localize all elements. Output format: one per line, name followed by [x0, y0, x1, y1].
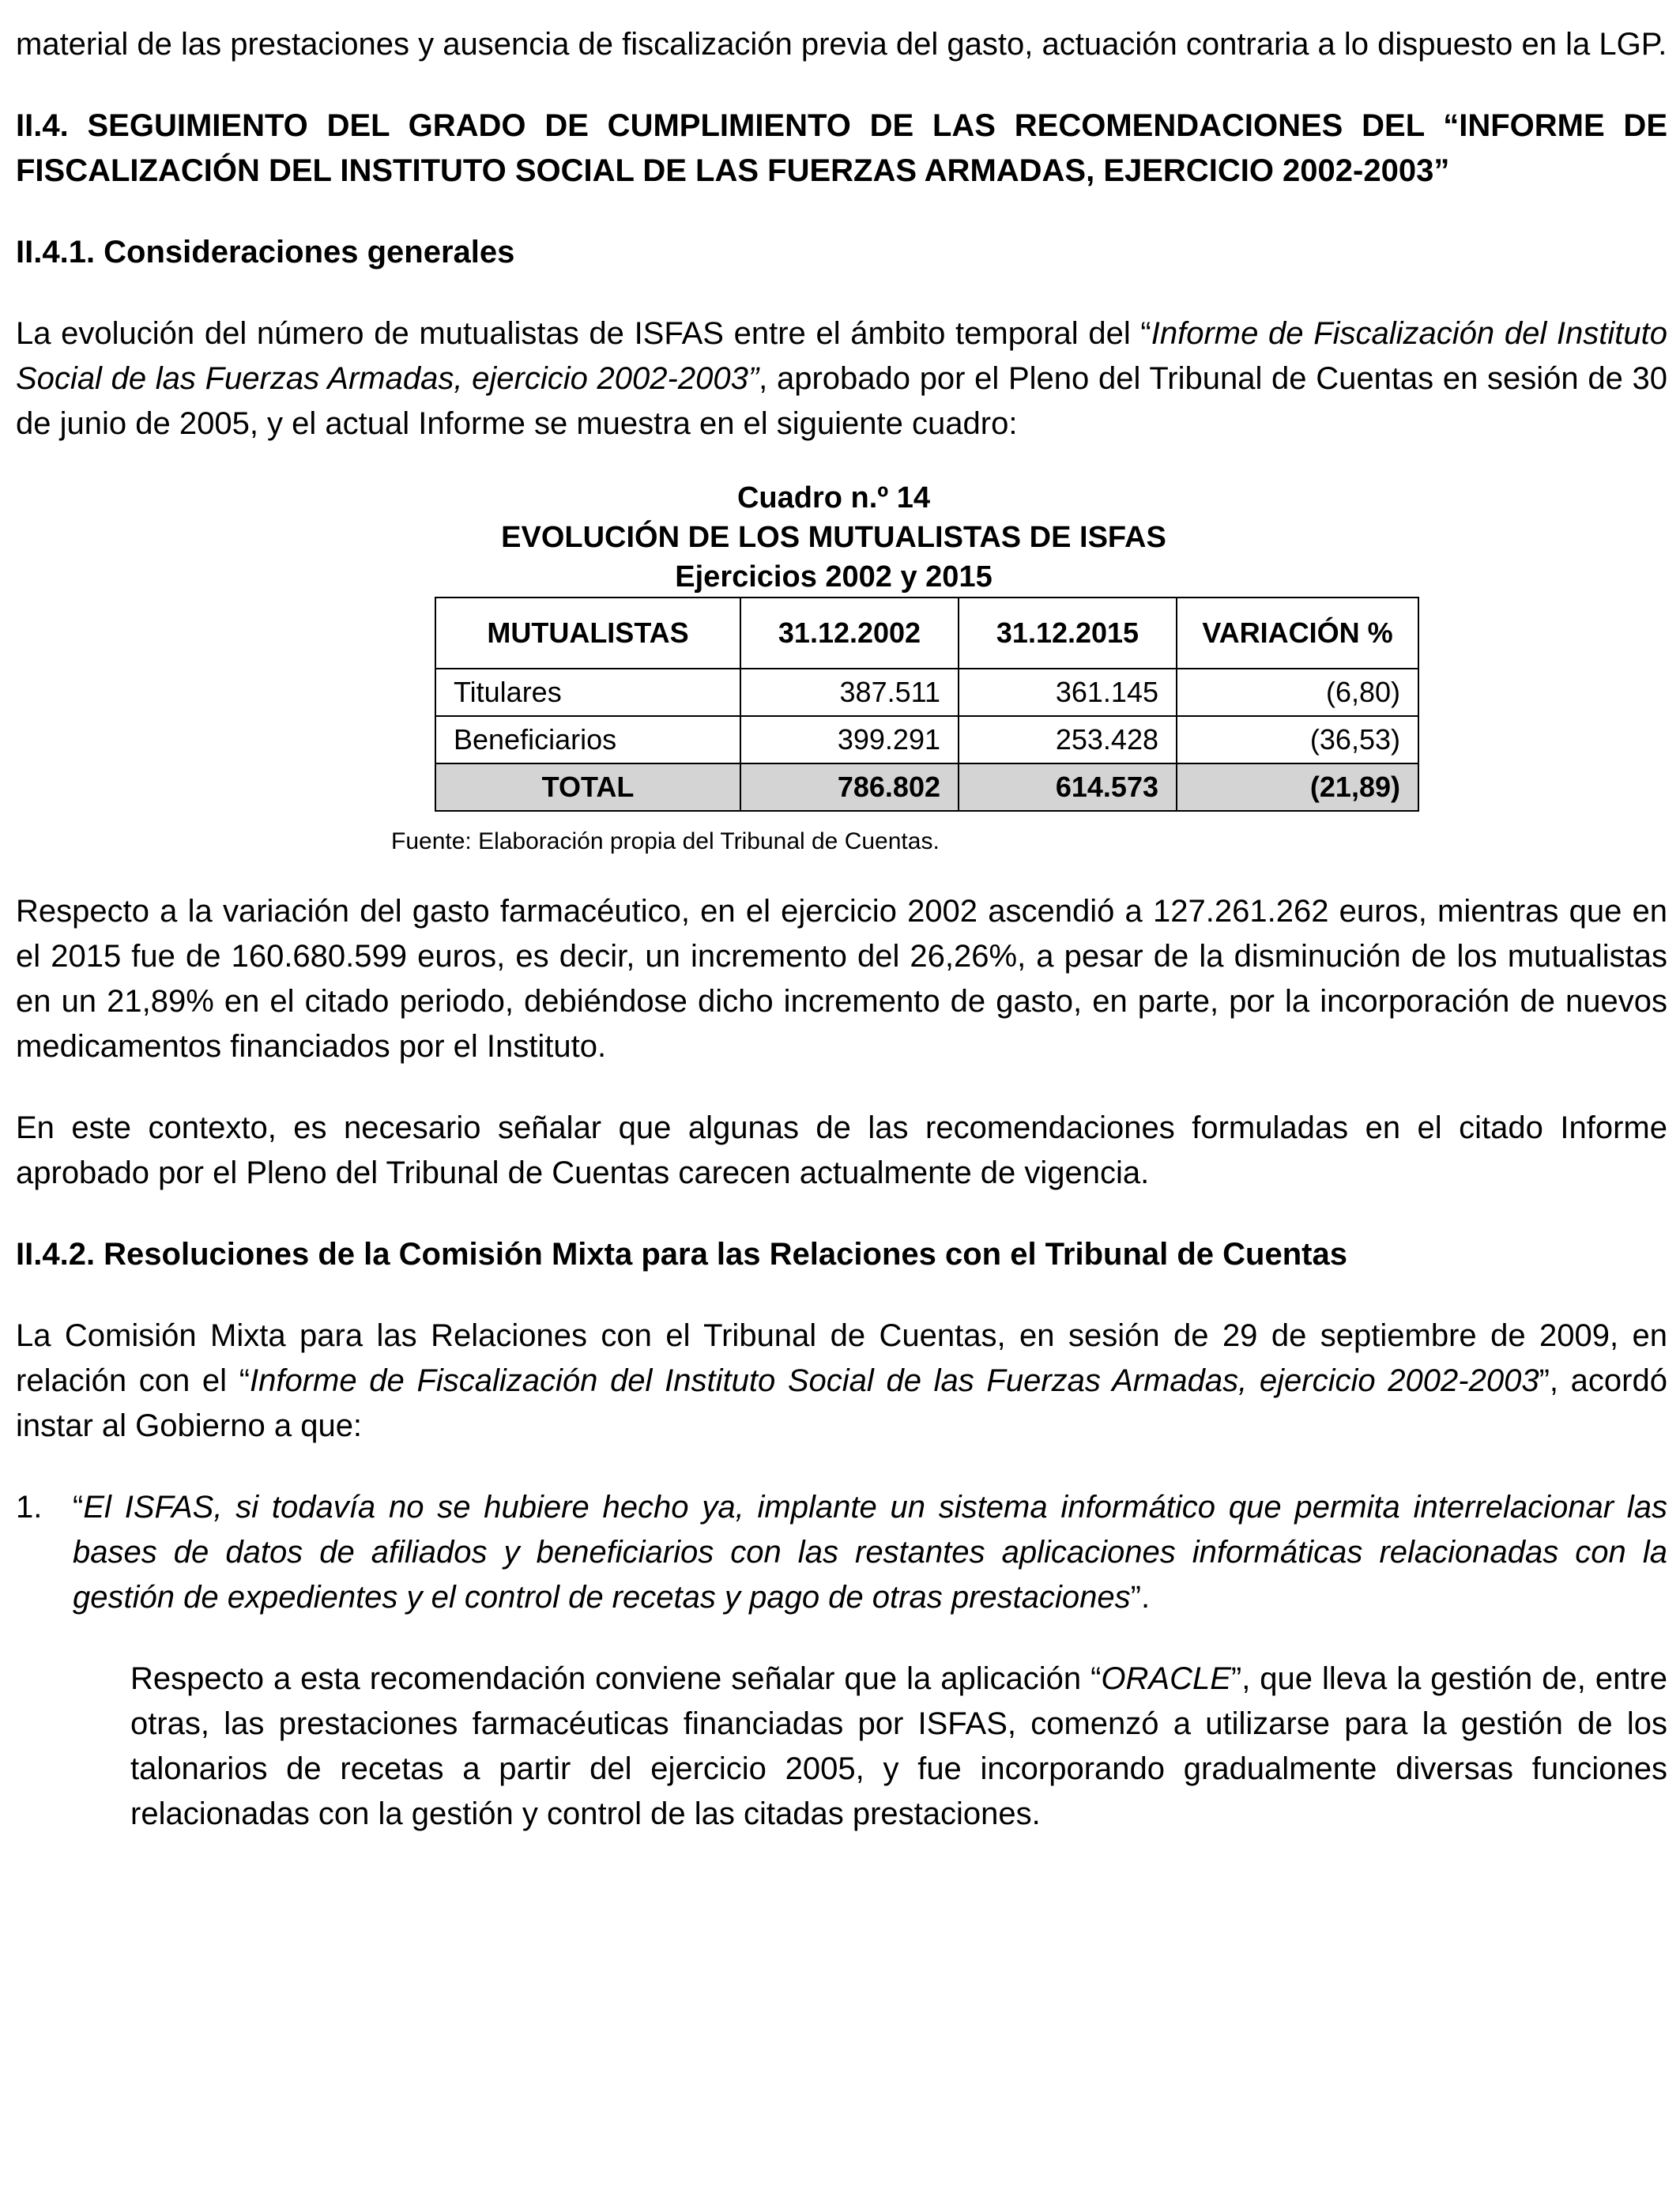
- cell-variacion: (36,53): [1177, 716, 1418, 763]
- italic-text-run: ORACLE: [1101, 1661, 1231, 1696]
- cell-2002: 387.511: [740, 669, 959, 716]
- cell-variacion: (6,80): [1177, 669, 1418, 716]
- section-heading: II.4. SEGUIMIENTO DEL GRADO DE CUMPLIMIENTO DE LAS RECOMENDACIONES DEL “INFORME DE FISCALIZACIÓN DEL INSTITUTO SOCIAL DE LAS FUERZAS ARMADAS, EJERCICIO 2002-2003”: [16, 108, 1667, 188]
- header-variacion: VARIACIÓN %: [1177, 598, 1418, 669]
- text-run: , aprobado por el Pleno del Tribunal de Cuentas en sesión de 30 de junio de 2005, y el actual Informe se muestra en el siguiente cuadro:: [16, 361, 1668, 441]
- cell-2002: 399.291: [740, 716, 959, 763]
- table-caption-period: Ejercicios 2002 y 2015: [675, 560, 993, 594]
- table-caption-number: Cuadro n.º 14: [736, 481, 931, 515]
- italic-text-run: Informe de Fiscalización del Instituto Social de las Fuerzas Armadas, ejercicio 2002-2003: [250, 1363, 1539, 1398]
- subsection-1-heading: II.4.1. Consideraciones generales: [16, 235, 515, 270]
- header-mutualistas: MUTUALISTAS: [435, 598, 740, 669]
- mutualistas-table: [435, 597, 1419, 812]
- text-run: ”.: [1130, 1580, 1151, 1615]
- text-run: Respecto a esta recomendación conviene señalar que la aplicación “: [130, 1661, 1102, 1696]
- table-row: [435, 716, 1418, 763]
- subsection-1-paragraph: [16, 311, 1667, 447]
- intro-paragraph: material de las prestaciones y ausencia de fiscalización previa del gasto, actuación contraria a lo dispuesto en la LGP.: [16, 27, 1667, 62]
- cell-2015: 361.145: [959, 669, 1177, 716]
- contexto-paragraph: En este contexto, es necesario señalar que algunas de las recomendaciones formuladas en el citado Informe aprobado por el Pleno del Tribunal de Cuentas carecen actualmente de vigencia.: [16, 1110, 1667, 1190]
- header-2002: 31.12.2002: [740, 598, 959, 669]
- row-label: Titulares: [435, 669, 740, 716]
- list-item: [16, 1485, 1667, 1620]
- subsection-2-heading: II.4.2. Resoluciones de la Comisión Mixta para las Relaciones con el Tribunal de Cuentas: [16, 1237, 1347, 1272]
- italic-text-run: El ISFAS, si todavía no se hubiere hecho ya, implante un sistema informático que permita interrelacionar las bases de datos de afiliados y beneficiarios con las restantes aplicaciones informáticas relacionadas con la gestión de expedientes y el control de recetas y pago de otras prestaciones: [73, 1490, 1667, 1615]
- list-item-text: [73, 1485, 1667, 1620]
- italic-text-run: Informe de Fiscalización del Instituto Social de las Fuerzas Armadas, ejercicio 2002-2003”: [16, 316, 1668, 396]
- table-row: [435, 669, 1418, 716]
- gasto-paragraph: Respecto a la variación del gasto farmacéutico, en el ejercicio 2002 ascendió a 127.261.262 euros, mientras que en el 2015 fue de 160.680.599 euros, es decir, un incremento del 26,26%, a pesar de la disminución de los mutualistas en un 21,89% en el citado periodo, debiéndose dicho incremento de gasto, en parte, por la incorporación de nuevos medicamentos financiados por el Instituto.: [16, 894, 1667, 1064]
- subsection-2-paragraph: [16, 1314, 1667, 1449]
- total-2015: 614.573: [959, 763, 1177, 811]
- header-2015: 31.12.2015: [959, 598, 1177, 669]
- table-source-note: Fuente: Elaboración propia del Tribunal de Cuentas.: [391, 828, 940, 854]
- table-total-row: [435, 763, 1418, 811]
- row-label: Beneficiarios: [435, 716, 740, 763]
- list-item-number: 1.: [16, 1490, 43, 1525]
- text-run: ”, que lleva la gestión de, entre otras, las prestaciones farmacéuticas financiadas por ISFAS, comenzó a utilizarse para la gestión de los talonarios de recetas a partir del ejercicio 2005, y fue incorporando gradualmente diversas funciones relacionadas con la gestión y control de las citadas prestaciones.: [130, 1661, 1667, 1831]
- response-paragraph: [130, 1657, 1667, 1837]
- table-block: [391, 478, 1418, 858]
- total-label: TOTAL: [435, 763, 740, 811]
- total-2002: 786.802: [740, 763, 959, 811]
- text-run: La Comisión Mixta para las Relaciones con el Tribunal de Cuentas, en sesión de 29 de septiembre de 2009, en relación con el “: [16, 1318, 1667, 1398]
- cell-2015: 253.428: [959, 716, 1177, 763]
- table-header-row: [435, 598, 1418, 669]
- text-run: “: [73, 1490, 84, 1525]
- document-page: [16, 22, 1667, 1837]
- text-run: ”, acordó instar al Gobierno a que:: [16, 1363, 1667, 1443]
- table-caption-title: EVOLUCIÓN DE LOS MUTUALISTAS DE ISFAS: [501, 521, 1166, 554]
- total-variacion: (21,89): [1177, 763, 1418, 811]
- text-run: La evolución del número de mutualistas de ISFAS entre el ámbito temporal del “: [16, 316, 1151, 351]
